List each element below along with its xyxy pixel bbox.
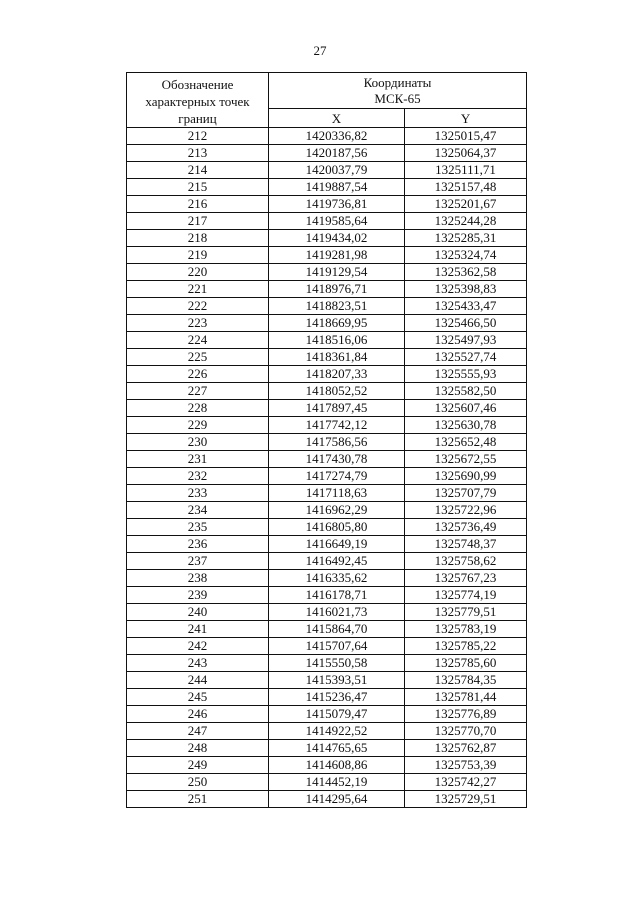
cell-point: 217 xyxy=(127,213,269,230)
table-row xyxy=(127,230,527,247)
cell-y: 1325783,19 xyxy=(405,621,527,638)
cell-x: 1414922,52 xyxy=(269,723,405,740)
cell-x: 1414765,65 xyxy=(269,740,405,757)
header-point-designation: Обозначение характерных точек границ xyxy=(127,73,269,128)
table-row xyxy=(127,196,527,213)
table-row xyxy=(127,213,527,230)
cell-y: 1325762,87 xyxy=(405,740,527,757)
cell-y: 1325607,46 xyxy=(405,400,527,417)
cell-point: 230 xyxy=(127,434,269,451)
cell-y: 1325157,48 xyxy=(405,179,527,196)
table-row xyxy=(127,315,527,332)
cell-x: 1419129,54 xyxy=(269,264,405,281)
table-row xyxy=(127,655,527,672)
cell-x: 1416335,62 xyxy=(269,570,405,587)
table-row xyxy=(127,468,527,485)
cell-y: 1325690,99 xyxy=(405,468,527,485)
cell-x: 1416805,80 xyxy=(269,519,405,536)
table-row xyxy=(127,672,527,689)
cell-point: 244 xyxy=(127,672,269,689)
cell-y: 1325672,55 xyxy=(405,451,527,468)
cell-point: 236 xyxy=(127,536,269,553)
cell-point: 213 xyxy=(127,145,269,162)
table-row xyxy=(127,451,527,468)
header-x: X xyxy=(269,109,405,128)
cell-point: 221 xyxy=(127,281,269,298)
header-coordinate-system: МСК-65 xyxy=(374,90,421,106)
cell-y: 1325742,27 xyxy=(405,774,527,791)
cell-y: 1325527,74 xyxy=(405,349,527,366)
cell-y: 1325324,74 xyxy=(405,247,527,264)
cell-x: 1418669,95 xyxy=(269,315,405,332)
cell-point: 245 xyxy=(127,689,269,706)
cell-y: 1325722,96 xyxy=(405,502,527,519)
cell-x: 1415236,47 xyxy=(269,689,405,706)
cell-x: 1418052,52 xyxy=(269,383,405,400)
cell-y: 1325201,67 xyxy=(405,196,527,213)
cell-point: 248 xyxy=(127,740,269,757)
cell-point: 228 xyxy=(127,400,269,417)
cell-x: 1419434,02 xyxy=(269,230,405,247)
header-y: Y xyxy=(405,109,527,128)
cell-y: 1325736,49 xyxy=(405,519,527,536)
header-coordinates xyxy=(269,73,527,109)
cell-y: 1325729,51 xyxy=(405,791,527,808)
cell-point: 249 xyxy=(127,757,269,774)
table-row xyxy=(127,383,527,400)
table-row xyxy=(127,264,527,281)
table-row xyxy=(127,570,527,587)
table-row xyxy=(127,536,527,553)
cell-y: 1325466,50 xyxy=(405,315,527,332)
cell-y: 1325707,79 xyxy=(405,485,527,502)
cell-point: 215 xyxy=(127,179,269,196)
cell-y: 1325244,28 xyxy=(405,213,527,230)
cell-y: 1325748,37 xyxy=(405,536,527,553)
table-row xyxy=(127,791,527,808)
cell-point: 227 xyxy=(127,383,269,400)
cell-point: 225 xyxy=(127,349,269,366)
cell-point: 216 xyxy=(127,196,269,213)
table-row xyxy=(127,349,527,366)
cell-point: 251 xyxy=(127,791,269,808)
cell-y: 1325582,50 xyxy=(405,383,527,400)
cell-point: 240 xyxy=(127,604,269,621)
cell-y: 1325774,19 xyxy=(405,587,527,604)
table-row xyxy=(127,706,527,723)
cell-y: 1325785,60 xyxy=(405,655,527,672)
cell-point: 234 xyxy=(127,502,269,519)
cell-point: 233 xyxy=(127,485,269,502)
cell-y: 1325111,71 xyxy=(405,162,527,179)
cell-y: 1325776,89 xyxy=(405,706,527,723)
cell-y: 1325433,47 xyxy=(405,298,527,315)
table-row xyxy=(127,366,527,383)
table-row xyxy=(127,519,527,536)
cell-point: 226 xyxy=(127,366,269,383)
table-row xyxy=(127,128,527,145)
cell-x: 1420336,82 xyxy=(269,128,405,145)
cell-point: 242 xyxy=(127,638,269,655)
cell-point: 220 xyxy=(127,264,269,281)
cell-y: 1325555,93 xyxy=(405,366,527,383)
cell-y: 1325753,39 xyxy=(405,757,527,774)
cell-x: 1414608,86 xyxy=(269,757,405,774)
cell-y: 1325784,35 xyxy=(405,672,527,689)
cell-point: 250 xyxy=(127,774,269,791)
coordinates-table xyxy=(126,72,527,808)
cell-point: 219 xyxy=(127,247,269,264)
cell-y: 1325064,37 xyxy=(405,145,527,162)
table-row xyxy=(127,502,527,519)
cell-y: 1325015,47 xyxy=(405,128,527,145)
cell-x: 1417586,56 xyxy=(269,434,405,451)
cell-x: 1414295,64 xyxy=(269,791,405,808)
cell-y: 1325362,58 xyxy=(405,264,527,281)
table-row xyxy=(127,434,527,451)
cell-point: 212 xyxy=(127,128,269,145)
cell-x: 1415707,64 xyxy=(269,638,405,655)
cell-x: 1420187,56 xyxy=(269,145,405,162)
cell-x: 1418361,84 xyxy=(269,349,405,366)
cell-y: 1325781,44 xyxy=(405,689,527,706)
table-row xyxy=(127,145,527,162)
cell-x: 1416178,71 xyxy=(269,587,405,604)
cell-x: 1418516,06 xyxy=(269,332,405,349)
cell-point: 243 xyxy=(127,655,269,672)
cell-point: 214 xyxy=(127,162,269,179)
cell-x: 1416962,29 xyxy=(269,502,405,519)
table-row xyxy=(127,485,527,502)
cell-point: 223 xyxy=(127,315,269,332)
cell-point: 231 xyxy=(127,451,269,468)
cell-x: 1416021,73 xyxy=(269,604,405,621)
cell-y: 1325770,70 xyxy=(405,723,527,740)
cell-point: 246 xyxy=(127,706,269,723)
cell-y: 1325758,62 xyxy=(405,553,527,570)
cell-x: 1418823,51 xyxy=(269,298,405,315)
header-coordinates-title: Координаты xyxy=(363,74,432,90)
cell-y: 1325785,22 xyxy=(405,638,527,655)
cell-x: 1419736,81 xyxy=(269,196,405,213)
table-row xyxy=(127,247,527,264)
cell-x: 1416492,45 xyxy=(269,553,405,570)
cell-x: 1419585,64 xyxy=(269,213,405,230)
cell-x: 1417430,78 xyxy=(269,451,405,468)
cell-x: 1415864,70 xyxy=(269,621,405,638)
cell-y: 1325652,48 xyxy=(405,434,527,451)
table-row xyxy=(127,162,527,179)
cell-y: 1325779,51 xyxy=(405,604,527,621)
table-row xyxy=(127,621,527,638)
page-number: 27 xyxy=(313,43,327,58)
cell-point: 218 xyxy=(127,230,269,247)
cell-x: 1418207,33 xyxy=(269,366,405,383)
cell-x: 1419281,98 xyxy=(269,247,405,264)
cell-x: 1417274,79 xyxy=(269,468,405,485)
cell-x: 1420037,79 xyxy=(269,162,405,179)
table-row xyxy=(127,332,527,349)
table-row xyxy=(127,740,527,757)
table-row xyxy=(127,774,527,791)
cell-x: 1415393,51 xyxy=(269,672,405,689)
cell-x: 1417897,45 xyxy=(269,400,405,417)
cell-point: 239 xyxy=(127,587,269,604)
table-row xyxy=(127,689,527,706)
cell-x: 1416649,19 xyxy=(269,536,405,553)
table-row xyxy=(127,587,527,604)
table-row xyxy=(127,417,527,434)
cell-x: 1419887,54 xyxy=(269,179,405,196)
cell-y: 1325285,31 xyxy=(405,230,527,247)
cell-x: 1414452,19 xyxy=(269,774,405,791)
cell-x: 1417742,12 xyxy=(269,417,405,434)
cell-y: 1325630,78 xyxy=(405,417,527,434)
table-row xyxy=(127,757,527,774)
cell-x: 1417118,63 xyxy=(269,485,405,502)
cell-x: 1418976,71 xyxy=(269,281,405,298)
table-row xyxy=(127,281,527,298)
table-row xyxy=(127,179,527,196)
cell-y: 1325767,23 xyxy=(405,570,527,587)
table-row xyxy=(127,400,527,417)
cell-point: 222 xyxy=(127,298,269,315)
table-body xyxy=(127,128,527,808)
table-header xyxy=(127,73,527,128)
cell-point: 232 xyxy=(127,468,269,485)
cell-point: 235 xyxy=(127,519,269,536)
cell-point: 247 xyxy=(127,723,269,740)
cell-y: 1325398,83 xyxy=(405,281,527,298)
table-row xyxy=(127,638,527,655)
table-row xyxy=(127,553,527,570)
table-row xyxy=(127,298,527,315)
cell-point: 241 xyxy=(127,621,269,638)
cell-x: 1415550,58 xyxy=(269,655,405,672)
cell-x: 1415079,47 xyxy=(269,706,405,723)
table-row xyxy=(127,604,527,621)
cell-y: 1325497,93 xyxy=(405,332,527,349)
cell-point: 238 xyxy=(127,570,269,587)
table-row xyxy=(127,723,527,740)
cell-point: 224 xyxy=(127,332,269,349)
cell-point: 237 xyxy=(127,553,269,570)
cell-point: 229 xyxy=(127,417,269,434)
